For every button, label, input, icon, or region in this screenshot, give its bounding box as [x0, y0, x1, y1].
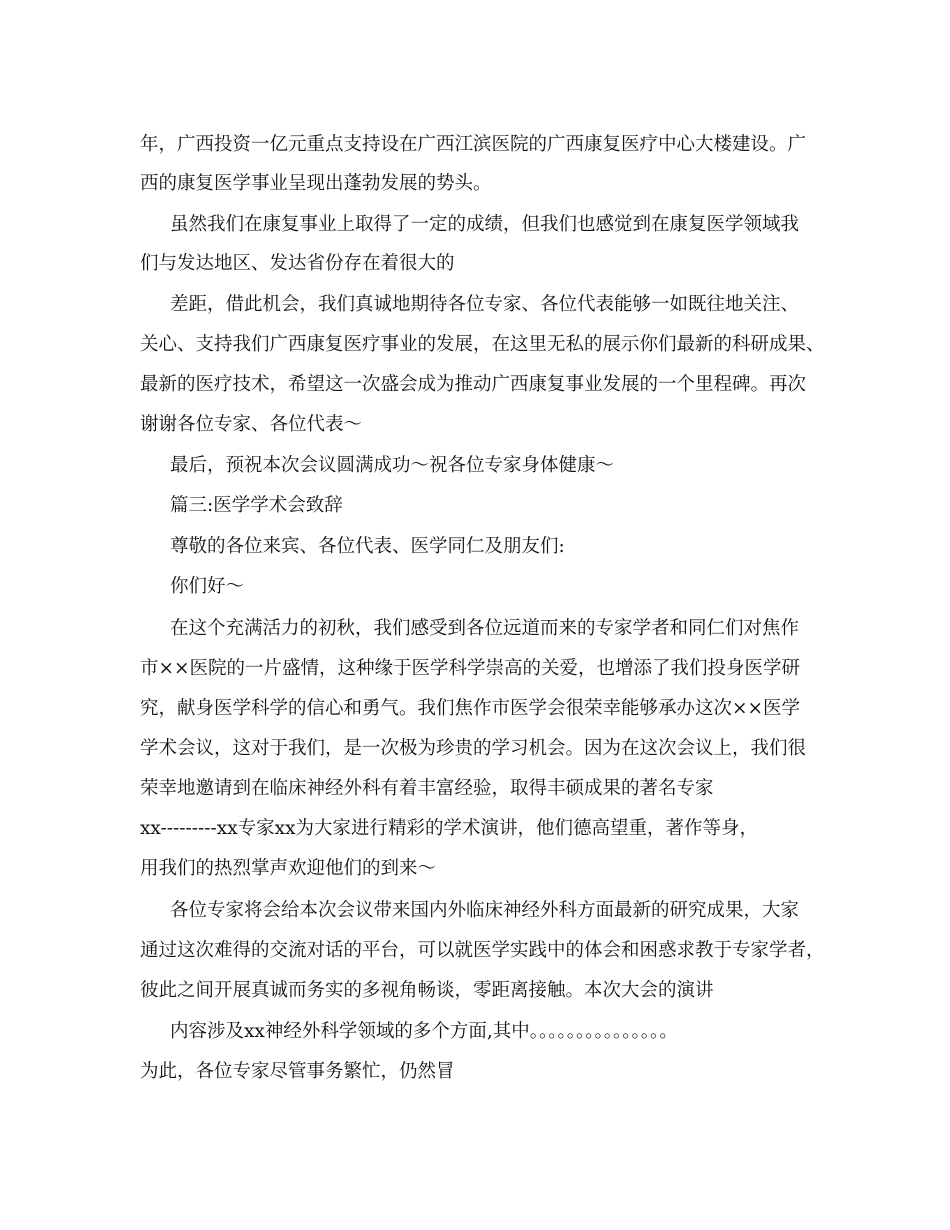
- text-line: 关心、支持我们广西康复医疗事业的发展，在这里无私的展示你们最新的科研成果、: [140, 334, 825, 355]
- text-line: 们与发达地区、发达省份存在着很大的: [140, 253, 455, 274]
- text-line: 最新的医疗技术，希望这一次盛会成为推动广西康复事业发展的一个里程碑。再次: [140, 374, 807, 395]
- text-line: 究，献身医学科学的信心和勇气。我们焦作市医学会很荣幸能够承办这次××医学: [140, 698, 801, 719]
- text-line: 学术会议，这对于我们，是一次极为珍贵的学习机会。因为在这次会议上，我们很: [140, 738, 807, 759]
- text-line: 差距，借此机会，我们真诚地期待各位专家、各位代表能够一如既往地关注、: [170, 294, 800, 315]
- text-line: 荣幸地邀请到在临床神经外科有着丰富经验，取得丰硕成果的著名专家: [140, 778, 714, 799]
- text-line: 谢谢各位专家、各位代表～: [140, 414, 363, 435]
- text-line: 虽然我们在康复事业上取得了一定的成绩，但我们也感觉到在康复医学领域我: [170, 214, 800, 235]
- text-line: 市××医院的一片盛情，这种缘于医学科学崇高的关爱，也增添了我们投身医学研: [140, 658, 801, 679]
- text-line: 通过这次难得的交流对话的平台，可以就医学实践中的体会和困惑求教于专家学者，: [140, 940, 825, 961]
- text-line: 彼此之间开展真诚而务实的多视角畅谈，零距离接触。本次大会的演讲: [140, 980, 714, 1001]
- text-line: xx---------xx专家xx为大家进行精彩的学术演讲，他们德高望重，著作等身，: [140, 818, 759, 839]
- text-line: 内容涉及xx神经外科学领域的多个方面,其中。。。。。。。。。。。。。。。: [170, 1021, 678, 1042]
- text-line: 用我们的热烈掌声欢迎他们的到来～: [140, 858, 437, 879]
- text-line: 为此，各位专家尽管事务繁忙，仍然冒: [140, 1061, 455, 1082]
- text-line: 最后，预祝本次会议圆满成功～祝各位专家身体健康～: [170, 455, 615, 476]
- text-line: 在这个充满活力的初秋，我们感受到各位远道而来的专家学者和同仁们对焦作: [170, 618, 800, 639]
- section-heading: 篇三:医学学术会致辞: [170, 495, 343, 516]
- text-line: 西的康复医学事业呈现出蓬勃发展的势头。: [140, 173, 492, 194]
- text-line: 尊敬的各位来宾、各位代表、医学同仁及朋友们:: [170, 536, 565, 557]
- text-line: 你们好～: [170, 576, 245, 597]
- text-line: 年，广西投资一亿元重点支持设在广西江滨医院的广西康复医疗中心大楼建设。广: [140, 134, 807, 155]
- text-line: 各位专家将会给本次会议带来国内外临床神经外科方面最新的研究成果，大家: [170, 900, 800, 921]
